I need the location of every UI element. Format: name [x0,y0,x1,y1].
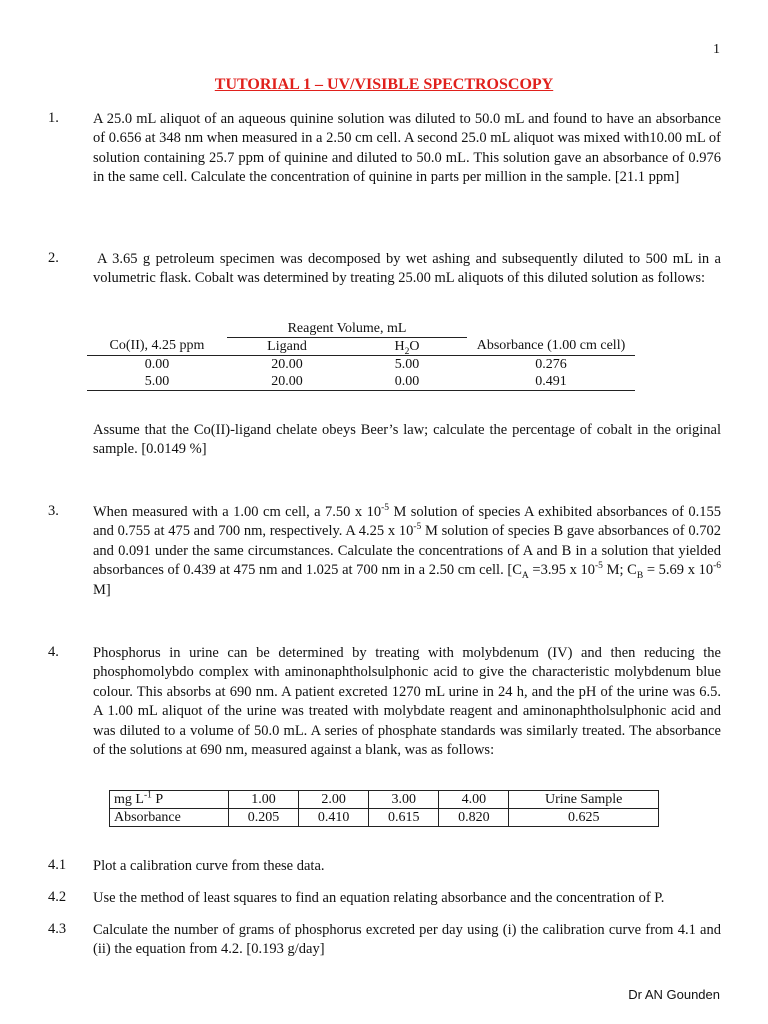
question-text: Phosphorus in urine can be determined by treating with molybdenum (IV) and then reducing the phosphomolybdo complex with aminonaphtholsulphonic acid to give the characteristic molybdenum blue colour. This absorbs at 690 nm. A patient excreted 1270 mL urine in 24 h, and the pH of the urine was 6.5. A 1.00 mL aliquot of the urine was treated with molybdate reagent and aminonaphtholsulphonic acid and was diluted to a volume of 50.0 mL. A series of phosphate standards was similarly treated. The absorbance of the solutions at 690 nm, measured against a blank, was as follows: [93,645,721,759]
table-row [87,356,635,374]
row-label: Absorbance [110,809,229,827]
question-number: 4.1 [48,857,67,873]
question-2-followup [48,421,721,460]
table-cell: 5.00 [394,356,420,372]
subscript: B [636,571,644,582]
footer-author: Dr AN Gounden [628,987,720,1002]
table-cell: 0.625 [509,809,659,827]
column-header: Absorbance (1.00 cm cell) [467,338,635,356]
table-cell: 0.410 [299,809,369,827]
table-cell: 20.00 [227,373,347,391]
question-text [93,503,721,600]
group-header: Reagent Volume, mL [227,320,467,338]
column-header [347,338,467,356]
header-part: H [394,338,405,354]
table-cell: 1.00 [229,791,299,809]
table-cell: 5.00 [87,373,227,391]
superscript: -5 [413,522,422,533]
table-cell: 3.00 [369,791,439,809]
page-title: TUTORIAL 1 – UV/VISIBLE SPECTROSCOPY [214,76,554,93]
subscript: A [521,571,529,582]
question-4-3 [48,921,721,960]
cobalt-table [87,320,635,391]
question-text: A 25.0 mL aliquot of an aqueous quinine solution was diluted to 50.0 mL and found to have an absorbance of 0.656 at 348 nm when measured in a 2.50 cm cell. A second 25.0 mL aliquot was mixed with10.00 mL of solution containing 25.7 ppm of quinine and diluted to 50.0 mL. This solution gave an absorbance of 0.976 in the same cell. Calculate the concentration of quinine in parts per million in the sample. [21.1 ppm] [93,111,721,186]
table-cell: 20.00 [271,356,303,372]
text-run: M solution of species A exhibited absorbances of 0.155 and 0.755 at 475 and 700 nm, respectively. A 4.25 x 10 [93,504,721,540]
table-row [110,791,659,809]
page-number: 1 [713,42,720,57]
column-header: Co(II), 4.25 ppm [87,338,227,356]
question-text: A 3.65 g petroleum specimen was decomposed by wet ashing and subsequently diluted to 500 mL in a volumetric flask. Cobalt was determined by treating 25.00 mL aliquots of this diluted solution as follows: [93,251,721,287]
header-part: O [409,338,420,354]
question-1 [48,110,721,188]
text-run: M] [93,581,111,598]
column-header: Ligand [227,338,347,356]
table-cell: 0.491 [467,373,635,391]
table-cell: 0.820 [439,809,509,827]
question-text: Calculate the number of grams of phosphorus excreted per day using (i) the calibration curve from 4.1 and (ii) the equation from 4.2. [0.193 g/day] [93,922,721,958]
table-cell: 0.615 [369,809,439,827]
text-run: =3.95 x 10 [528,562,596,579]
table-row [87,373,635,391]
table-cell: 0.205 [229,809,299,827]
superscript: -6 [713,561,722,572]
question-number: 2. [48,250,59,266]
table-row [110,809,659,827]
question-4 [48,644,721,760]
question-2 [48,250,721,289]
header-subscript: 2 [404,346,410,357]
question-number: 3. [48,503,59,519]
question-text: Assume that the Co(II)-ligand chelate obeys Beer’s law; calculate the percentage of cobalt in the original sample. [0.0149 %] [93,422,721,458]
question-4-2 [48,889,721,908]
table-cell: 2.00 [299,791,369,809]
question-number: 4. [48,644,59,660]
question-number: 1. [48,110,59,126]
superscript: -5 [381,503,389,514]
text-run: = 5.69 x 10 [643,562,714,579]
table-cell: 0.276 [535,356,567,372]
question-text: Use the method of least squares to find an equation relating absorbance and the concentration of P. [93,890,665,906]
question-text: Plot a calibration curve from these data. [93,858,325,874]
question-3 [48,503,721,600]
superscript: -5 [595,561,603,572]
table-cell: 4.00 [439,791,509,809]
text-run: M solution of species B gave absorbances of 0.702 and 0.091 under the same circumstances. Calculate the concentrations of A and B in a solution that yielded absorbances of 0.439 at 475 nm and 1.025 at 700 nm in a 2.50 cm cell. [C [93,523,721,579]
table-cell: 0.00 [144,356,170,372]
table-cell: 0.00 [347,373,467,391]
row-label [110,791,229,809]
text-run: When measured with a 1.00 cm cell, a 7.50 x 10 [93,504,382,520]
question-number: 4.3 [48,921,67,937]
text-run: M; C [602,562,637,579]
question-number: 4.2 [48,889,67,905]
phosphate-table [109,790,659,827]
label-part: mg L [114,791,144,807]
table-cell: Urine Sample [509,791,659,809]
label-part: P [151,791,164,807]
question-4-1 [48,857,721,876]
superscript: -1 [143,789,152,800]
